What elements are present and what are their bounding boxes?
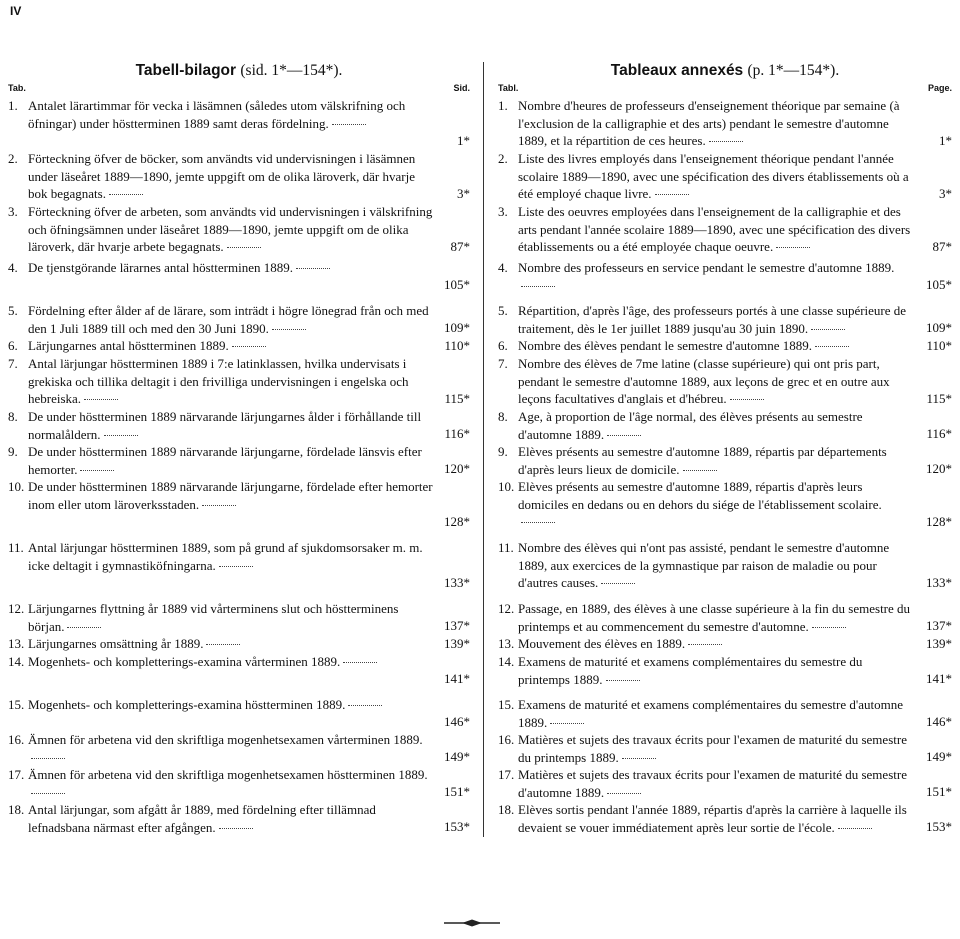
french-title-text: Tableaux annexés (610, 62, 744, 79)
entry-page: 120* (926, 461, 952, 477)
entry-title: Répartition, d'après l'âge, des professeurs portés à une classe supérieure de traitement, dès le 1er juillet 1889 jusqu'au 30 juin 1890. (518, 303, 907, 336)
entry-page: 153* (926, 819, 952, 835)
entry-number: 2. (498, 151, 508, 166)
entry-title: Elèves présents au semestre d'automne 1889, répartis par départements d'après leurs lieux de domicile. (518, 444, 887, 477)
entry-number: 6. (8, 338, 18, 353)
entry-title: Examens de maturité et examens complémentaires du semestre du printemps 1889. (518, 654, 863, 687)
entry-number: 16. (8, 732, 25, 747)
entry-number: 5. (8, 303, 18, 318)
entry-number: 5. (498, 303, 508, 318)
toc-entry (498, 635, 952, 653)
dot-leader (601, 582, 635, 584)
entry-title: Lärjungarnes omsättning år 1889. (28, 636, 204, 651)
entry-page: 109* (444, 320, 470, 336)
entry-number: 10. (8, 479, 25, 494)
entry-number: 8. (498, 409, 508, 424)
entry-number: 3. (8, 204, 18, 219)
entry-title: Ämnen för arbetena vid den skriftliga mogenhetsexamen höstterminen 1889. (28, 767, 428, 782)
toc-entry (8, 478, 470, 531)
entry-number: 11. (498, 540, 514, 555)
french-entry-list (498, 97, 952, 836)
toc-entry (498, 478, 952, 531)
dot-leader (343, 661, 377, 663)
swedish-title-text: Tabell-bilagor (135, 62, 237, 79)
dot-leader (31, 757, 65, 759)
entry-title: Age, à proportion de l'âge normal, des élèves présents au semestre d'automne 1889. (518, 409, 863, 442)
entry-page: 128* (444, 514, 470, 530)
entry-title: Nombre des élèves pendant le semestre d'automne 1889. (518, 338, 813, 353)
dot-leader (232, 345, 266, 347)
entry-number: 13. (8, 636, 25, 651)
swedish-entry-list (8, 97, 470, 836)
entry-page: 149* (444, 749, 470, 765)
french-column-headings (498, 83, 952, 97)
entry-number: 4. (8, 260, 18, 275)
entry-page: 105* (444, 277, 470, 293)
entry-title: Lärjungarnes flyttning år 1889 vid vårterminens slut och höstterminens början. (28, 601, 399, 634)
dot-leader (521, 521, 555, 523)
entry-page: 120* (444, 461, 470, 477)
dot-leader (655, 193, 689, 195)
dot-leader (348, 704, 382, 706)
entry-number: 8. (8, 409, 18, 424)
dot-leader (811, 328, 845, 330)
dot-leader (776, 246, 810, 248)
toc-entry (498, 302, 952, 337)
entry-number: 12. (498, 601, 515, 616)
toc-entry (8, 302, 470, 337)
entry-page: 87* (450, 239, 470, 255)
entry-title: De tjenstgörande lärarnes antal höstterminen 1889. (28, 260, 293, 275)
entry-title: Examens de maturité et examens complémentaires du semestre d'automne 1889. (518, 697, 903, 730)
dot-leader (688, 643, 722, 645)
toc-entry (498, 539, 952, 592)
entry-number: 18. (498, 802, 515, 817)
entry-title: Matières et sujets des travaux écrits pour l'examen de maturité du semestre du printemps 1889. (518, 732, 907, 765)
entry-title: Förteckning öfver de böcker, som användts vid undervisningen i läsämnen under läseåret 1889—1890, jemte uppgift om de olika läroverk, där hvarje bok begagnats. (28, 151, 416, 202)
toc-entry (498, 97, 952, 150)
entry-title: Nombre des élèves de 7me latine (classe supérieure) qui ont pris part, pendant le semestre d'automne 1889, aux leçons de grec et en outre aux leçons facultatives d'anglais et d'hébreu. (518, 356, 890, 407)
entry-title: De under höstterminen 1889 närvarande lärjungarne, fördelade efter hemorter inom eller utom läroverksstaden. (28, 479, 433, 512)
toc-entry (498, 337, 952, 355)
column-divider (483, 62, 484, 837)
entry-title: Mogenhets- och kompletterings-examina vårterminen 1889. (28, 654, 341, 669)
entry-title: Nombre des élèves qui n'ont pas assisté, pendant le semestre d'automne 1889, aux exercices de la gymnastique par raison de maladie ou pour d'autres causes. (518, 540, 890, 591)
toc-entry (8, 801, 470, 836)
toc-entry (498, 600, 952, 635)
entry-page: 109* (926, 320, 952, 336)
toc-entry (498, 355, 952, 408)
entry-page: 151* (444, 784, 470, 800)
entry-page: 139* (926, 636, 952, 652)
entry-title: Antal lärjungar höstterminen 1889 i 7:e latinklassen, hvilka undervisats i grekiska och tillika deltagit i den frivilliga undervisningen i engelska och hebreiska. (28, 356, 409, 407)
entry-number: 18. (8, 802, 25, 817)
dot-leader (202, 504, 236, 506)
dot-leader (607, 792, 641, 794)
toc-entry (8, 97, 470, 150)
entry-page: 115* (444, 391, 470, 407)
toc-entry (498, 653, 952, 688)
dot-leader (606, 679, 640, 681)
swedish-column (8, 60, 470, 836)
entry-title: Liste des oeuvres employées dans l'enseignement de la calligraphie et des arts pendant l'année scolaire 1889—1890, avec une spécification des divers établissements ou a été employée chaque oeuvre. (518, 204, 911, 255)
entry-number: 7. (498, 356, 508, 371)
entry-page: 115* (926, 391, 952, 407)
dot-leader (80, 469, 114, 471)
dot-leader (31, 792, 65, 794)
toc-entry (8, 600, 470, 635)
entry-number: 12. (8, 601, 25, 616)
entry-title: Förteckning öfver de arbeten, som användts vid undervisningen i välskrifning och öfningsämnen under läseåret 1889—1890, jemte uppgift om de olika läroverk, där hvarje arbete begagnats. (28, 204, 433, 255)
french-column (498, 60, 952, 836)
dot-leader (607, 434, 641, 436)
toc-entry (498, 259, 952, 294)
dot-leader (550, 722, 584, 724)
entry-number: 13. (498, 636, 515, 651)
entry-page: 137* (444, 618, 470, 634)
page-number: IV (10, 4, 22, 18)
toc-entry (498, 801, 952, 836)
entry-number: 17. (8, 767, 25, 782)
dot-leader (730, 398, 764, 400)
toc-entry (8, 766, 470, 801)
entry-title: Mogenhets- och kompletterings-examina höstterminen 1889. (28, 697, 346, 712)
entry-title: Nombre d'heures de professeurs d'enseignement théorique par semaine (à l'exclusion de la calligraphie et des arts) pendant le semestre d'automne 1889, et la répartition de ces heures. (518, 98, 900, 149)
entry-title: Mouvement des élèves en 1889. (518, 636, 686, 651)
entry-page: 110* (444, 338, 470, 354)
entry-page: 116* (444, 426, 470, 442)
entry-title: Liste des livres employés dans l'enseignement théorique pendant l'année scolaire 1889—1890, avec une spécification des divers établissements où a été employé chaque livre. (518, 151, 909, 202)
entry-number: 14. (498, 654, 515, 669)
entry-page: 87* (932, 239, 952, 255)
entry-page: 110* (926, 338, 952, 354)
entry-number: 15. (8, 697, 25, 712)
swedish-title (8, 60, 470, 82)
entry-page: 133* (926, 575, 952, 591)
entry-number: 11. (8, 540, 24, 555)
entry-number: 1. (498, 98, 508, 113)
entry-number: 4. (498, 260, 508, 275)
french-title (498, 60, 952, 82)
dot-leader (812, 626, 846, 628)
toc-entry (498, 766, 952, 801)
entry-number: 9. (8, 444, 18, 459)
french-page-heading: Page. (927, 83, 952, 93)
entry-title: Lärjungarnes antal höstterminen 1889. (28, 338, 229, 353)
dot-leader (206, 643, 240, 645)
entry-page: 128* (926, 514, 952, 530)
dot-leader (219, 827, 253, 829)
toc-entry (8, 539, 470, 592)
toc-entry (8, 653, 470, 688)
entry-page: 133* (444, 575, 470, 591)
french-tab-heading: Tabl. (498, 83, 519, 93)
toc-entry (498, 443, 952, 478)
entry-page: 1* (457, 133, 470, 149)
entry-title: Elèves sortis pendant l'année 1889, répartis d'après la carrière à laquelle ils devaient se vouer immédiatement après leur sortie de l'école. (518, 802, 907, 835)
dot-leader (67, 626, 101, 628)
entry-number: 17. (498, 767, 515, 782)
entry-number: 1. (8, 98, 18, 113)
swedish-title-ref: (sid. 1*—154*). (240, 62, 343, 79)
dot-leader (104, 434, 138, 436)
entry-title: Elèves présents au semestre d'automne 1889, répartis d'après leurs domiciles en dedans ou en dehors du siége de l'établissement scolaire. (518, 479, 882, 512)
entry-page: 116* (926, 426, 952, 442)
toc-entry (8, 355, 470, 408)
entry-title: Fördelning efter ålder af de lärare, som inträdt i högre lönegrad från och med den 1 Juli 1889 till och med den 30 Juni 1890. (28, 303, 429, 336)
dot-leader (683, 469, 717, 471)
entry-number: 7. (8, 356, 18, 371)
swedish-tab-heading: Tab. (8, 83, 26, 93)
entry-page: 149* (926, 749, 952, 765)
toc-entry (498, 150, 952, 203)
entry-page: 146* (444, 714, 470, 730)
entry-title: Antal lärjungar, som afgått år 1889, med fördelning efter tillämnad lefnadsbana närmast efter afgången. (28, 802, 376, 835)
toc-entry (8, 259, 470, 294)
entry-title: Nombre des professeurs en service pendant le semestre d'automne 1889. (518, 260, 895, 275)
toc-entry (498, 731, 952, 766)
toc-entry (498, 696, 952, 731)
entry-page: 137* (926, 618, 952, 634)
toc-entry (8, 696, 470, 731)
dot-leader (296, 267, 330, 269)
dot-leader (84, 398, 118, 400)
entry-number: 3. (498, 204, 508, 219)
toc-entry (8, 635, 470, 653)
entry-title: Antal lärjungar höstterminen 1889, som på grund af sjukdomsorsaker m. m. icke deltagit i gymnastiköfningarna. (28, 540, 423, 573)
entry-page: 141* (926, 671, 952, 687)
entry-number: 2. (8, 151, 18, 166)
dot-leader (622, 757, 656, 759)
entry-title: De under höstterminen 1889 närvarande lärjungarne, fördelade länsvis efter hemorter. (28, 444, 422, 477)
entry-title: Passage, en 1889, des élèves à une classe supérieure à la fin du semestre du printemps et au commencement du semestre d'automne. (518, 601, 911, 634)
dot-leader (219, 565, 253, 567)
entry-number: 9. (498, 444, 508, 459)
dot-leader (521, 285, 555, 287)
toc-entry (8, 203, 470, 256)
toc-entry (8, 443, 470, 478)
entry-page: 153* (444, 819, 470, 835)
dot-leader (709, 140, 743, 142)
entry-number: 6. (498, 338, 508, 353)
entry-page: 139* (444, 636, 470, 652)
entry-page: 105* (926, 277, 952, 293)
entry-page: 3* (457, 186, 470, 202)
entry-title: Antalet lärartimmar för vecka i läsämnen (således utom välskrifning och öfningar) under höstterminen 1889 samt deras fördelning. (28, 98, 406, 131)
dot-leader (838, 827, 872, 829)
toc-entry (8, 408, 470, 443)
toc-entry (8, 150, 470, 203)
dot-leader (109, 193, 143, 195)
entry-page: 1* (939, 133, 952, 149)
toc-entry (498, 203, 952, 256)
entry-number: 15. (498, 697, 515, 712)
entry-title: De under höstterminen 1889 närvarande lärjungarnes ålder i förhållande till normalåldern. (28, 409, 422, 442)
toc-entry (8, 731, 470, 766)
toc-entry (498, 408, 952, 443)
entry-title: Ämnen för arbetena vid den skriftliga mogenhetsexamen vårterminen 1889. (28, 732, 423, 747)
dot-leader (272, 328, 306, 330)
entry-page: 151* (926, 784, 952, 800)
dot-leader (227, 246, 261, 248)
dot-leader (332, 123, 366, 125)
footer-ornament (444, 919, 500, 927)
entry-number: 16. (498, 732, 515, 747)
entry-number: 10. (498, 479, 515, 494)
toc-entry (8, 337, 470, 355)
dot-leader (815, 345, 849, 347)
entry-title: Matières et sujets des travaux écrits pour l'examen de maturité du semestre d'automne 1889. (518, 767, 907, 800)
entry-page: 141* (444, 671, 470, 687)
swedish-page-heading: Sid. (453, 83, 470, 93)
swedish-column-headings (8, 83, 470, 97)
french-title-ref: (p. 1*—154*). (747, 62, 840, 79)
entry-page: 146* (926, 714, 952, 730)
entry-number: 14. (8, 654, 25, 669)
entry-page: 3* (939, 186, 952, 202)
